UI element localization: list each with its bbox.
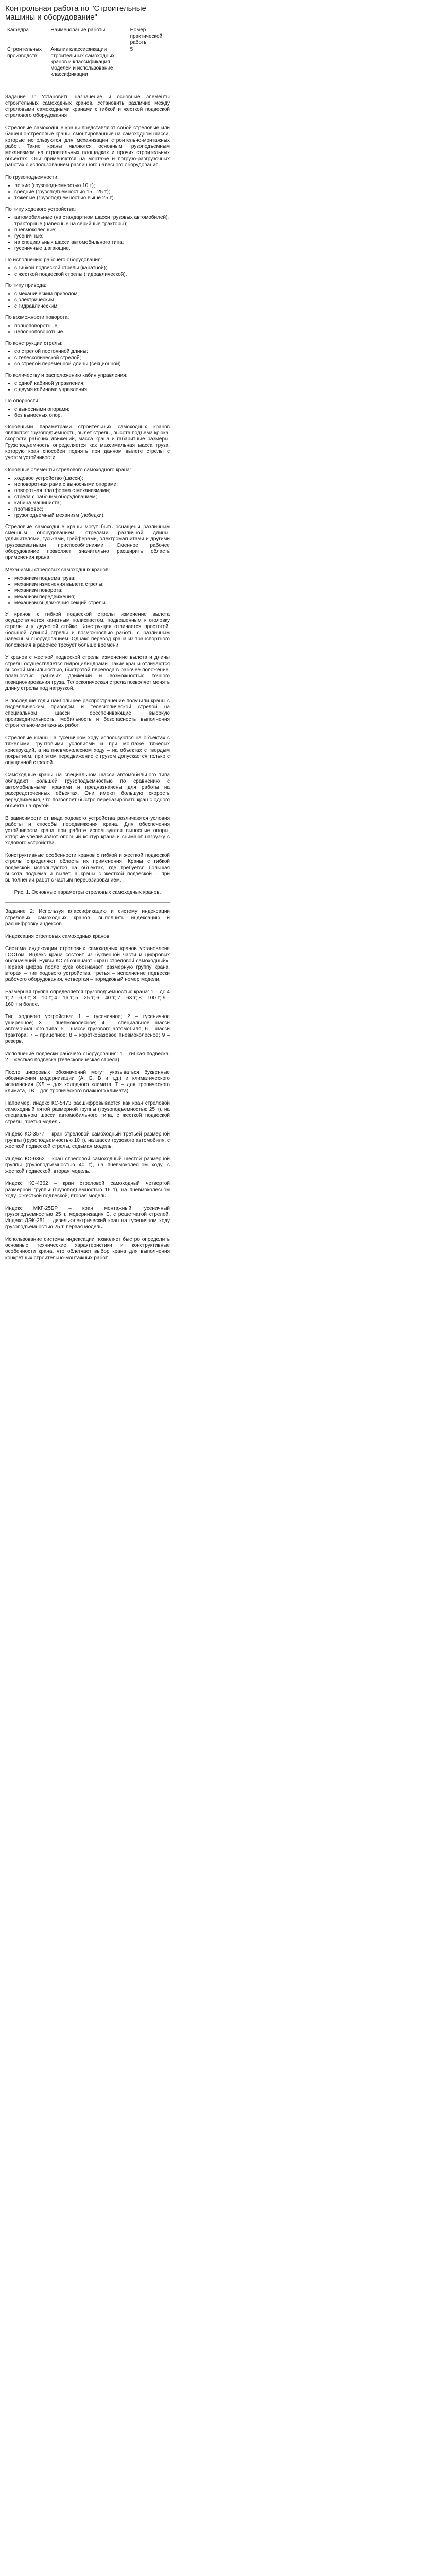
turn-list xyxy=(5,323,170,335)
groups-intro: По грузоподъемности: xyxy=(5,175,59,180)
turn-intro: По возможности поворота: xyxy=(5,315,69,320)
list-item: • легкие (грузоподъемностью 10 т); xyxy=(14,183,170,189)
elements-list xyxy=(5,476,170,519)
list-item: • механизм подъема груза; xyxy=(14,575,170,582)
task2-heading: Задание 2: Используя классификацию и систему индексации стреловых самоходных кранов, выполнить индексацию и расшифровку индексов. xyxy=(5,909,170,927)
chassis-list xyxy=(5,215,170,252)
cab-intro: По количеству и расположению кабин управления: xyxy=(5,372,128,378)
drive-intro: По типу привода: xyxy=(5,283,47,289)
divider xyxy=(5,902,170,903)
paragraph: Конструктивные особенности кранов с гибкой и жесткой подвеской стрелы определяют область их применения. Краны с гибкой подвеской используются на объектах, где требуется большая высота подъема и вылет, а краны с жесткой подвеской – при выполнении работ с частым перебазированием. xyxy=(5,853,170,883)
meta-label-dept: Кафедра xyxy=(7,27,29,33)
list-item: • гусеничные шагающие. xyxy=(14,246,170,252)
paragraph: Например, индекс КС-5473 расшифровывается как кран стреловой самоходный пятой размерной группы (грузоподъемностью 25 т), на специальном шасси автомобильного типа, с жесткой подвеской стрелы, третья модель. xyxy=(5,1100,170,1125)
suspension-list xyxy=(5,265,170,278)
list-item: • кабина машиниста; xyxy=(14,500,170,506)
list-item: • без выносных опор. xyxy=(14,413,170,419)
groups-list xyxy=(5,183,170,201)
paragraph: Индекс КС-6362 – кран стреловой самоходный шестой размерной группы (грузоподъемностью 40 т), на пневмоколесном ходу, с жесткой подвеской, вторая модель. xyxy=(5,1156,170,1174)
list-item: • средние (грузоподъемностью 15…25 т); xyxy=(14,189,170,195)
list-item: • автомобильные (на стандартном шасси грузовых автомобилей), тракторные (навесные на серийные тракторы); xyxy=(14,215,170,227)
document xyxy=(5,4,170,1267)
list-item: • с двумя кабинами управления. xyxy=(14,387,170,393)
list-item: • со стрелой переменной длины (секционной). xyxy=(14,361,170,367)
meta-label-name: Наименование работы xyxy=(50,27,106,33)
list-item: • с механическим приводом; xyxy=(14,291,170,297)
task1-intro: Стреловые самоходные краны представляют собой стреловые или башенно-стреловые краны, смонтированные на самоходном шасси, которые используются для механизации строительно-монтажных работ. Такие краны являются основным грузоподъемным механизмом на строительных площадках и прочих строительных объектах. Они применяются на монтаже и погрузо-разгрузочных работах с использованием различного навесного оборудования. xyxy=(5,125,170,168)
meta-table xyxy=(5,27,170,78)
cab-list xyxy=(5,381,170,393)
mech-list xyxy=(5,575,170,606)
meta-value-name: Анализ классификации строительных самоходных кранов и классификация моделей и использование классификации xyxy=(50,47,115,77)
list-item: • поворотная платформа с механизмами; xyxy=(14,488,170,494)
list-item: • механизм передвижения; xyxy=(14,594,170,600)
figure-caption: Рис. 1. Основные параметры стреловых самоходных кранов. xyxy=(14,890,161,895)
paragraph: Индекс МКГ-25БР – кран монтажный гусеничный грузоподъемностью 25 т, модернизация Б, с решетчатой стрелой. Индекс ДЭК-251 – дизель-электрический кран на гусеничном ходу грузоподъемностью 25 т, первая модель. xyxy=(5,1206,170,1230)
list-item: • на специальных шасси автомобильного типа; xyxy=(14,240,170,246)
drive-list xyxy=(5,291,170,310)
paragraph: Индексация стреловых самоходных кранов. xyxy=(5,934,111,939)
boom-intro: По конструкции стрелы: xyxy=(5,341,63,346)
paragraph: У кранов с гибкой подвеской стрелы изменение вылета осуществляется канатным полиспастом, подвешенным к оголовку стрелы и к двуногой стойке. Конструкция отличается простотой, большой длиной стрелы и возможностью работы с различным навесным оборудованием. Однако перевод крана из транспортного положения в рабочее требует больше времени. xyxy=(5,612,170,648)
list-item: • противовес; xyxy=(14,506,170,513)
list-item: • с электрическим; xyxy=(14,297,170,303)
support-list xyxy=(5,406,170,419)
mech-intro: Механизмы стреловых самоходных кранов: xyxy=(5,567,110,573)
boom-list xyxy=(5,349,170,367)
meta-label-number: Номер практической работы xyxy=(130,27,163,45)
list-item: • механизм поворота; xyxy=(14,588,170,594)
paragraph: Стреловые самоходные краны могут быть оснащены различным сменным оборудованием: стрелами различной длины, удлинителями, гуськами, грейферами, электромагнитами и другими грузозахватными приспособлениями. Сменное рабочее оборудование позволяет значительно расширить область применения крана. xyxy=(5,524,170,561)
list-item: • гусеничные; xyxy=(14,233,170,240)
paragraph: Самоходные краны на специальном шасси автомобильного типа обладают большей грузоподъемностью по сравнению с автомобильными кранами и предназначены для работы на рассредоточенных объектах. Они имеют большую скорость передвижения, что позволяет быстро перебазировать кран с одного объекта на другой. xyxy=(5,772,170,809)
paragraph: В последние годы наибольшее распространение получили краны с гидравлическим приводом и телескопической стрелой на специальном шасси, обеспечивающие высокую производительность, мобильность и безопасность выполнения строительно-монтажных работ. xyxy=(5,698,170,728)
main-params: Основными параметрами строительных самоходных кранов являются: грузоподъемность, вылет стрелы, высота подъема крюка, скорости рабочих движений, масса крана и габаритные размеры. Грузоподъемность определяется как максимальная масса груза, которую кран способен поднять при данном вылете стрелы с учетом устойчивости. xyxy=(5,424,170,461)
list-item: • неповоротная рама с выносными опорами; xyxy=(14,482,170,488)
list-item: • стрела с рабочим оборудованием; xyxy=(14,494,170,500)
task1-heading: Задание 1: Установить назначение и основные элементы строительных самоходных кранов. Установить различие между стреловыми самоходными кранами с гибкой и жесткой подвеской стрелового оборудования xyxy=(5,94,170,118)
list-item: • ходовое устройство (шасси); xyxy=(14,476,170,482)
document-title: Контрольная работа по "Строительные машины и оборудование" xyxy=(5,4,146,22)
elements-intro: Основные элементы стрелового самоходного крана: xyxy=(5,467,131,473)
list-item: • пневмоколесные; xyxy=(14,227,170,233)
chassis-intro: По типу ходового устройства: xyxy=(5,207,76,212)
list-item: • с гибкой подвеской стрелы (канатной); xyxy=(14,265,170,272)
paragraph: У кранов с жесткой подвеской стрелы изменение вылета и длины стрелы осуществляется гидроцилиндрами. Такие краны отличаются высокой мобильностью, быстротой перевода в рабочее положение, плавностью рабочих движений и возможностью точного позиционирования груза. Телескопическая стрела позволяет менять длину стрелы под нагрузкой. xyxy=(5,655,170,691)
paragraph: В зависимости от вида ходового устройства различаются условия работы и способы передвижения крана. Для обеспечения устойчивости крана при работе используются выносные опоры, которые увеличивают опорный контур крана и снимают нагрузку с ходового устройства. xyxy=(5,816,170,846)
paragraph: После цифровых обозначений могут указываться буквенные обозначения модернизации (А, Б, В и т.д.) и климатического исполнения (ХЛ – для холодного климата, Т – для тропического климата, ТВ – для тропического влажного климата). xyxy=(5,1070,170,1094)
paragraph: Использование системы индексации позволяет быстро определить основные технические характеристики и конструктивные особенности крана, что облегчает выбор крана для выполнения конкретных строительно-монтажных работ. xyxy=(5,1236,170,1261)
paragraph: Исполнение подвески рабочего оборудования: 1 – гибкая подвеска; 2 – жесткая подвеска (телескопическая стрела). xyxy=(5,1051,170,1063)
list-item: • с телескопической стрелой; xyxy=(14,355,170,361)
paragraph: Размерная группа определяется грузоподъемностью крана: 1 – до 4 т; 2 – 6,3 т; 3 – 10 т; 4 – 16 т; 5 – 25 т; 6 – 40 т; 7 – 63 т; 8 – 100 т; 9 – 160 т и более. xyxy=(5,989,170,1007)
list-item: • со стрелой постоянной длины; xyxy=(14,349,170,355)
paragraph: Тип ходового устройства: 1 – гусеничное; 2 – гусеничное уширенное; 3 – пневмоколесное; 4 – специальное шасси автомобильного типа; 5 – шасси грузового автомобиля; 6 – шасси трактора; 7 – прицепное; 8 – короткобазовое пневмоколесное; 9 – резерв. xyxy=(5,1014,170,1044)
paragraph: Стреловые краны на гусеничном ходу используются на объектах с тяжелыми грунтовыми условиями и при монтаже тяжелых конструкций, а на пневмоколесном ходу – на объектах с твердым покрытием, при этом передвижение с грузом допускается только с опущенной стрелой. xyxy=(5,735,170,766)
list-item: • с одной кабиной управления; xyxy=(14,381,170,387)
paragraph: Система индексации стреловых самоходных кранов установлена ГОСТом. Индекс крана состоит из буквенной части и цифровых обозначений. Буквы КС обозначают «кран стреловой самоходный». Первая цифра после букв обозначает размерную группу крана, вторая – тип ходового устройства, третья – исполнение подвески рабочего оборудования, четвертая – порядковый номер модели. xyxy=(5,946,170,982)
list-item: • грузоподъемный механизм (лебедки). xyxy=(14,513,170,519)
paragraph: Индекс КС-4362 – кран стреловой самоходный четвертой размерной группы (грузоподъемностью 16 т), на пневмоколесном ходу, с жесткой подвеской, вторая модель. xyxy=(5,1181,170,1199)
list-item: • полноповоротные; xyxy=(14,323,170,329)
list-item: • механизм изменения вылета стрелы; xyxy=(14,582,170,588)
meta-value-dept: Строительных производств xyxy=(7,47,42,59)
suspension-intro: По исполнению рабочего оборудования: xyxy=(5,257,102,263)
list-item: • неполноповоротные. xyxy=(14,329,170,335)
list-item: • с выносными опорами; xyxy=(14,406,170,413)
list-item: • с гидравлическим. xyxy=(14,303,170,310)
list-item: • механизм выдвижения секций стрелы. xyxy=(14,600,170,606)
meta-value-number: 5 xyxy=(130,47,133,53)
paragraph: Индекс КС-3577 – кран стреловой самоходный третьей размерной группы (грузоподъемностью 10 т), на шасси грузового автомобиля, с жесткой подвеской стрелы, седьмая модель. xyxy=(5,1131,170,1149)
list-item: • с жесткой подвеской стрелы (гидравлической). xyxy=(14,272,170,278)
list-item: • тяжелые (грузоподъемностью выше 25 т). xyxy=(14,195,170,201)
support-intro: По опорности: xyxy=(5,398,40,404)
